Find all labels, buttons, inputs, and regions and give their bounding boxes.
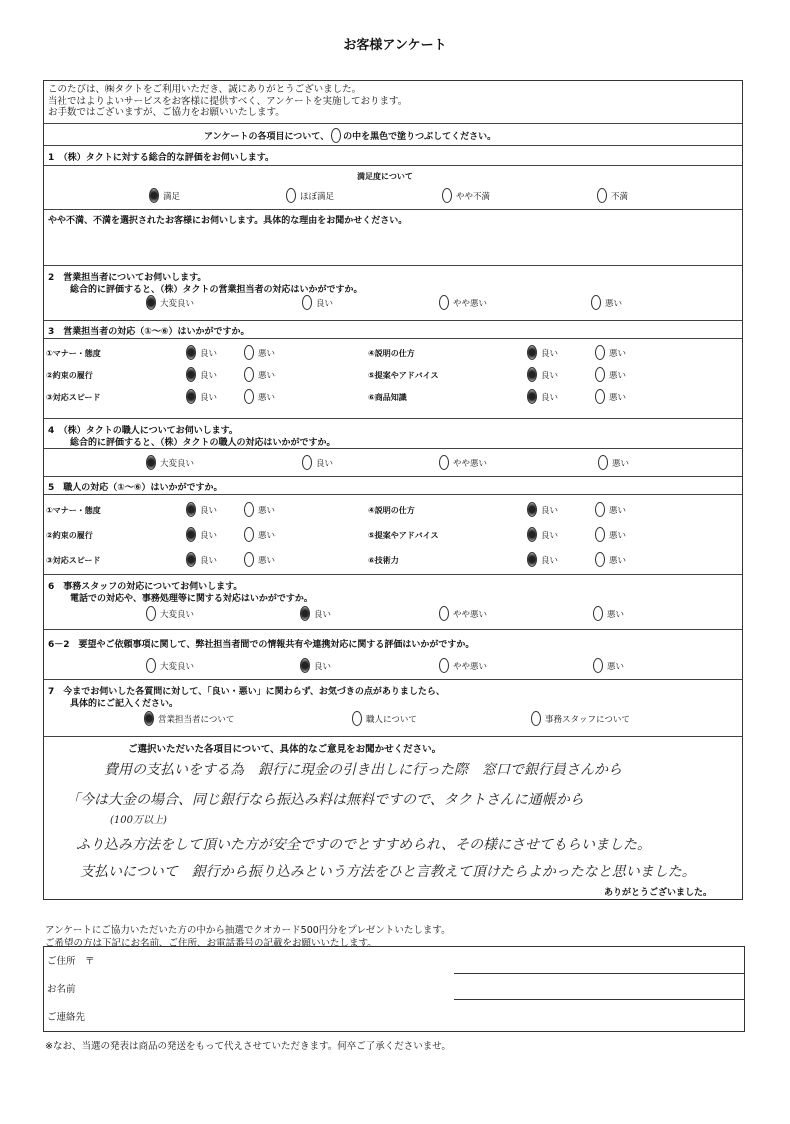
radio-filled-icon — [527, 345, 537, 360]
page-title: お客様アンケート — [343, 38, 447, 53]
q5-item-label: ⑤提案やアドバイス — [368, 531, 439, 540]
radio-empty-icon — [302, 455, 312, 470]
radio-empty-icon — [593, 658, 603, 673]
q3-item-label: ④説明の仕方 — [368, 349, 415, 358]
q5-5-good[interactable]: 良い — [527, 527, 558, 542]
q6-heading — [44, 574, 742, 630]
q2-option-good[interactable]: 良い — [302, 295, 333, 310]
q7-option-craftsman[interactable]: 職人について — [352, 711, 417, 726]
instruction-text: アンケートの各項目について、 — [204, 132, 330, 142]
survey-form — [43, 80, 743, 900]
q3-item-label: ①マナー・態度 — [46, 349, 101, 358]
radio-empty-icon — [244, 527, 254, 542]
radio-empty-icon — [593, 606, 603, 621]
footer-line: ご希望の方は下記にお名前、ご住所、お電話番号の記載をお願いいたします。 — [45, 938, 377, 949]
q3-item-label: ②約束の履行 — [46, 371, 93, 380]
q4-option-bad[interactable]: 悪い — [598, 455, 629, 470]
q5-1-good[interactable]: 良い — [186, 502, 217, 517]
q3-heading-text: 3 営業担当者の対応（①～⑥）はいかがですか。 — [48, 327, 250, 337]
q6-option-very-good[interactable]: 大変良い — [146, 606, 194, 621]
q6-option-bad[interactable]: 悪い — [593, 606, 624, 621]
q7-heading-text: 7 今までお伺いした各質問に対して、「良い・悪い」に関わらず、お気づきの点がありましたら、 — [48, 687, 445, 697]
q6-heading-text: 電話での対応や、事務処理等に関する対応はいかがですか。 — [70, 594, 313, 604]
radio-empty-icon — [442, 188, 452, 203]
contact-label: ご連絡先 — [47, 1012, 86, 1023]
address-row[interactable] — [44, 947, 744, 975]
name-label: お名前 — [47, 984, 76, 995]
q62-heading — [44, 629, 742, 680]
q1-option-satisfied[interactable]: 満足 — [149, 188, 180, 203]
q1-subheading: 満足度について — [357, 172, 413, 181]
q5-4-good[interactable]: 良い — [527, 502, 558, 517]
q3-6-bad[interactable]: 悪い — [595, 389, 626, 404]
q1-followup-text: やや不満、不満を選択されたお客様にお伺いします。具体的な理由をお聞かせください。 — [48, 216, 408, 226]
radio-filled-icon — [146, 455, 156, 470]
q7-heading-text: 具体的にご記入ください。 — [70, 699, 179, 709]
q3-2-bad[interactable]: 悪い — [244, 367, 275, 382]
radio-filled-icon — [527, 502, 537, 517]
q2-heading-text: 2 営業担当者についてお伺いします。 — [48, 273, 207, 283]
q5-item-label: ④説明の仕方 — [368, 506, 415, 515]
q2-heading — [44, 265, 742, 308]
q4-options — [44, 448, 742, 477]
radio-empty-icon — [352, 711, 362, 726]
q5-3-bad[interactable]: 悪い — [244, 552, 275, 567]
opinion-prompt: ご選択いただいた各項目について、具体的なご意見をお聞かせください。 — [128, 744, 442, 755]
q1-option-somewhat-dissatisfied[interactable]: やや不満 — [442, 188, 490, 203]
intro-line: このたびは、㈱タクトをご利用いただき、誠にありがとうございました。 — [48, 84, 362, 95]
q3-item-label: ③対応スピード — [46, 393, 101, 402]
q2-heading-text: 総合的に評価すると、（株）タクトの営業担当者の対応はいかがですか。 — [70, 285, 363, 295]
radio-empty-icon — [286, 188, 296, 203]
radio-empty-icon — [591, 295, 601, 310]
radio-empty-icon — [439, 295, 449, 310]
radio-empty-icon — [302, 295, 312, 310]
q5-item-label: ①マナー・態度 — [46, 506, 101, 515]
radio-empty-icon — [244, 345, 254, 360]
q3-3-good[interactable]: 良い — [186, 389, 217, 404]
address-line — [454, 973, 744, 974]
radio-empty-icon — [439, 455, 449, 470]
q3-3-bad[interactable]: 悪い — [244, 389, 275, 404]
q5-6-bad[interactable]: 悪い — [595, 552, 626, 567]
q4-heading — [44, 418, 742, 449]
radio-filled-icon — [144, 711, 154, 726]
q6-option-somewhat-bad[interactable]: やや悪い — [439, 606, 487, 621]
q3-1-good[interactable]: 良い — [186, 345, 217, 360]
address-label: ご住所 〒 — [47, 956, 95, 967]
q3-5-good[interactable]: 良い — [527, 367, 558, 382]
q4-option-somewhat-bad[interactable]: やや悪い — [439, 455, 487, 470]
radio-empty-icon — [439, 658, 449, 673]
radio-empty-icon — [439, 606, 449, 621]
radio-filled-icon — [527, 552, 537, 567]
radio-filled-icon — [527, 527, 537, 542]
q5-5-bad[interactable]: 悪い — [595, 527, 626, 542]
q7-heading — [44, 679, 742, 737]
handwritten-line: 「今は大金の場合、同じ銀行なら振込み料は無料ですので、タクトさんに通帳から — [66, 792, 584, 808]
q5-1-bad[interactable]: 悪い — [244, 502, 275, 517]
radio-empty-icon — [595, 389, 605, 404]
q62-heading-text: 6－2 要望やご依頼事項に関して、弊社担当者間での情報共有や連携対応に関する評価はいかがですか。 — [48, 640, 475, 650]
radio-empty-icon — [531, 711, 541, 726]
radio-empty-icon — [595, 502, 605, 517]
radio-empty-icon — [244, 367, 254, 382]
q6-option-good[interactable]: 良い — [300, 606, 331, 621]
radio-filled-icon — [186, 345, 196, 360]
q3-6-good[interactable]: 良い — [527, 389, 558, 404]
intro-line: お手数ではございますが、ご協力をお願いいたします。 — [48, 107, 285, 118]
q3-4-bad[interactable]: 悪い — [595, 345, 626, 360]
radio-filled-icon — [300, 606, 310, 621]
q1-heading — [44, 145, 742, 166]
radio-empty-icon — [595, 552, 605, 567]
q7-option-sales[interactable]: 営業担当者について — [144, 711, 234, 726]
circle-icon — [331, 128, 341, 143]
radio-empty-icon — [244, 389, 254, 404]
q4-heading-text: 総合的に評価すると、（株）タクトの職人の対応はいかがですか。 — [70, 438, 336, 448]
q4-heading-text: 4 （株）タクトの職人についてお伺いします。 — [48, 426, 238, 436]
radio-filled-icon — [186, 552, 196, 567]
q62-option-somewhat-bad[interactable]: やや悪い — [439, 658, 487, 673]
q1-options — [44, 165, 742, 210]
q3-heading — [44, 320, 742, 339]
q3-item-label: ⑥商品知識 — [368, 393, 407, 402]
q3-4-good[interactable]: 良い — [527, 345, 558, 360]
q5-heading — [44, 476, 742, 495]
handwritten-line: ふり込み方法をして頂いた方が安全ですのでとすすめられ、その様にさせてもらいました。 — [76, 837, 651, 853]
radio-empty-icon — [146, 658, 156, 673]
q3-item-label: ⑤提案やアドバイス — [368, 371, 439, 380]
q3-5-bad[interactable]: 悪い — [595, 367, 626, 382]
radio-filled-icon — [186, 502, 196, 517]
q62-option-very-good[interactable]: 大変良い — [146, 658, 194, 673]
q1-followup[interactable] — [44, 209, 742, 266]
footer-note: ※なお、当選の発表は商品の発送をもって代えさせていただきます。何卒ご了承くださいませ。 — [45, 1041, 451, 1052]
contact-form — [43, 946, 745, 1032]
q5-4-bad[interactable]: 悪い — [595, 502, 626, 517]
name-line — [454, 999, 744, 1000]
radio-filled-icon — [527, 389, 537, 404]
radio-empty-icon — [595, 527, 605, 542]
radio-filled-icon — [527, 367, 537, 382]
q4-option-very-good[interactable]: 大変良い — [146, 455, 194, 470]
q1-option-dissatisfied[interactable]: 不満 — [597, 188, 628, 203]
radio-filled-icon — [186, 527, 196, 542]
thanks-text: ありがとうございました。 — [604, 888, 713, 898]
q5-item-label: ⑥技術力 — [368, 556, 399, 565]
q5-2-bad[interactable]: 悪い — [244, 527, 275, 542]
q62-option-good[interactable]: 良い — [300, 658, 331, 673]
handwritten-line: 費用の支払いをする為 銀行に現金の引き出しに行った際 窓口で銀行員さんから — [104, 762, 622, 778]
radio-empty-icon — [598, 455, 608, 470]
handwritten-line: 支払いについて 銀行から振り込みという方法をひと言教えて頂けたらよかったなと思いました。 — [80, 864, 696, 880]
radio-empty-icon — [595, 367, 605, 382]
q62-option-bad[interactable]: 悪い — [593, 658, 624, 673]
q3-1-bad[interactable]: 悪い — [244, 345, 275, 360]
q2-option-very-good[interactable]: 大変良い — [146, 295, 194, 310]
intro-text — [48, 84, 407, 119]
contact-row[interactable] — [44, 1003, 744, 1031]
intro-line: 当社ではよりよいサービスをお客様に提供すべく、アンケートを実施しております。 — [48, 95, 408, 107]
q5-2-good[interactable]: 良い — [186, 527, 217, 542]
radio-empty-icon — [595, 345, 605, 360]
radio-empty-icon — [244, 552, 254, 567]
footer-line: アンケートにご協力いただいた方の中から抽選でクオカード500円分をプレゼントいたします。 — [45, 925, 451, 936]
handwritten-note: (100万以上) — [110, 815, 167, 826]
q7-option-office-staff[interactable]: 事務スタッフについて — [531, 711, 630, 726]
q4-option-good[interactable]: 良い — [302, 455, 333, 470]
instruction-text: の中を黒色で塗りつぶしてください。 — [343, 132, 497, 142]
opinion-area[interactable] — [44, 736, 742, 900]
name-row[interactable] — [44, 975, 744, 1003]
q1-heading-text: 1 （株）タクトに対する総合的な評価をお伺いします。 — [48, 153, 275, 163]
radio-filled-icon — [149, 188, 159, 203]
q6-heading-text: 6 事務スタッフの対応についてお伺いします。 — [48, 582, 243, 592]
q5-item-label: ③対応スピード — [46, 556, 101, 565]
q5-heading-text: 5 職人の対応（①～⑥）はいかがですか。 — [48, 483, 223, 493]
q5-6-good[interactable]: 良い — [527, 552, 558, 567]
radio-filled-icon — [146, 295, 156, 310]
radio-filled-icon — [186, 367, 196, 382]
radio-empty-icon — [597, 188, 607, 203]
radio-empty-icon — [244, 502, 254, 517]
q2-option-somewhat-bad[interactable]: やや悪い — [439, 295, 487, 310]
instruction-row — [44, 123, 742, 146]
radio-empty-icon — [146, 606, 156, 621]
q2-option-bad[interactable]: 悪い — [591, 295, 622, 310]
q3-2-good[interactable]: 良い — [186, 367, 217, 382]
radio-filled-icon — [186, 389, 196, 404]
q3-items — [44, 338, 742, 415]
q5-item-label: ②約束の履行 — [46, 531, 93, 540]
radio-filled-icon — [300, 658, 310, 673]
q5-items — [44, 494, 742, 575]
q5-3-good[interactable]: 良い — [186, 552, 217, 567]
q1-option-mostly-satisfied[interactable]: ほぼ満足 — [286, 188, 334, 203]
